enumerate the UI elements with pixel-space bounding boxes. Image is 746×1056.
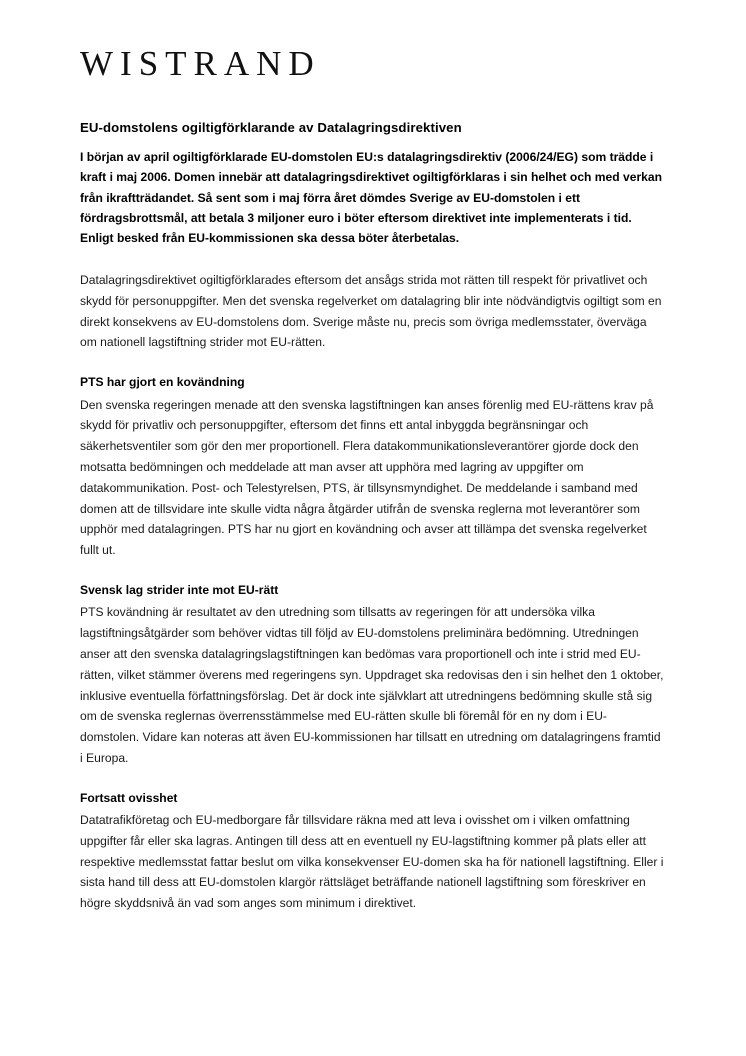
section-svensk-lag	[80, 581, 666, 769]
section-pts-kovandning	[80, 373, 666, 561]
section-body: Datatrafikföretag och EU-medborgare får tillsvidare räkna med att leva i ovisshet om i vilken omfattning uppgifter får eller ska lagras. Antingen till dess att en eventuell ny EU-lagstiftning kommer på plats eller att respektive medlemsstat fattar beslut om vilka konsekvenser EU-domen ska ha för nationell lagstiftning. Eller i sista hand till dess att EU-domstolen klargör rättsläget beträffande nationell lagstiftning som föreskriver en högre skyddsnivå än vad som anges som minimum i direktivet.	[80, 813, 664, 911]
section-body: PTS kovändning är resultatet av den utredning som tillsatts av regeringen för att undersöka vilka lagstiftningsåtgärder som behöver vidtas till följd av EU-domstolens preliminära bedömning. Utredningen anser att den svenska datalagringslagstiftningen kan bedömas vara proportionell och inte i strid med EU-rätten, vilket stämmer överens med regeringens syn. Uppdraget ska redovisas den i sin helhet den 1 oktober, inklusive eventuella författningsförslag. Det är dock inte självklart att utredningens bedömning skulle stå sig om de svenska reglernas överrensstämmelse med EU-rätten skulle bli föremål för en ny dom i EU-domstolen. Vidare kan noteras att även EU-kommissionen har tillsatt en utredning om datalagringens framtid i Europa.	[80, 605, 664, 765]
intro-paragraph: Datalagringsdirektivet ogiltigförklarades eftersom det ansågs strida mot rätten till respekt för privatlivet och skydd för personuppgifter. Men det svenska regelverket om datalagring blir inte nödvändigtvis ogiltigt som en direkt konsekvens av EU-domstolens dom. Sverige måste nu, precis som övriga medlemsstater, överväga om nationell lagstiftning strider mot EU-rätten.	[80, 273, 662, 350]
section-fortsatt-ovisshet	[80, 789, 666, 914]
section-body: Den svenska regeringen menade att den svenska lagstiftningen kan anses förenlig med EU-rättens krav på skydd för privatliv och personuppgifter, eftersom det finns ett antal inbyggda begränsningar och säkerhetsventiler som gör den mer proportionell. Flera datakommunikationsleverantörer gjorde dock den motsatta bedömningen och meddelade att man avser att upphöra med lagring av uppgifter om datakommunikation. Post- och Telestyrelsen, PTS, är tillsynsmyndighet. De meddelande i samband med domen att de tillsvidare inte skulle vidta några åtgärder utifrån de svenska reglerna mot leverantörer som upphör med datalagringen. PTS har nu gjort en kovändning och avser att tillämpa det svenska regelverket fullt ut.	[80, 397, 654, 558]
wistrand-logo: WISTRAND	[80, 44, 321, 83]
document-content	[80, 118, 666, 934]
page-title: EU-domstolens ogiltigförklarande av Datalagringsdirektiven	[80, 120, 462, 135]
section-heading: PTS har gjort en kovändning	[80, 375, 245, 390]
section-heading: Svensk lag strider inte mot EU-rätt	[80, 582, 279, 597]
lead-paragraph: I början av april ogiltigförklarade EU-domstolen EU:s datalagringsdirektiv (2006/24/EG) som trädde i kraft i maj 2006. Domen innebär att datalagringsdirektivet ogiltigförklaras i sin helhet och med verkan från ikraftträdandet. Så sent som i maj förra året dömdes Sverige av EU-domstolen i ett fördragsbrottsmål, att betala 3 miljoner euro i böter eftersom direktivet inte implementerats i tid. Enligt besked från EU-kommissionen ska dessa böter återbetalas.	[80, 150, 663, 245]
section-heading: Fortsatt ovisshet	[80, 790, 178, 805]
